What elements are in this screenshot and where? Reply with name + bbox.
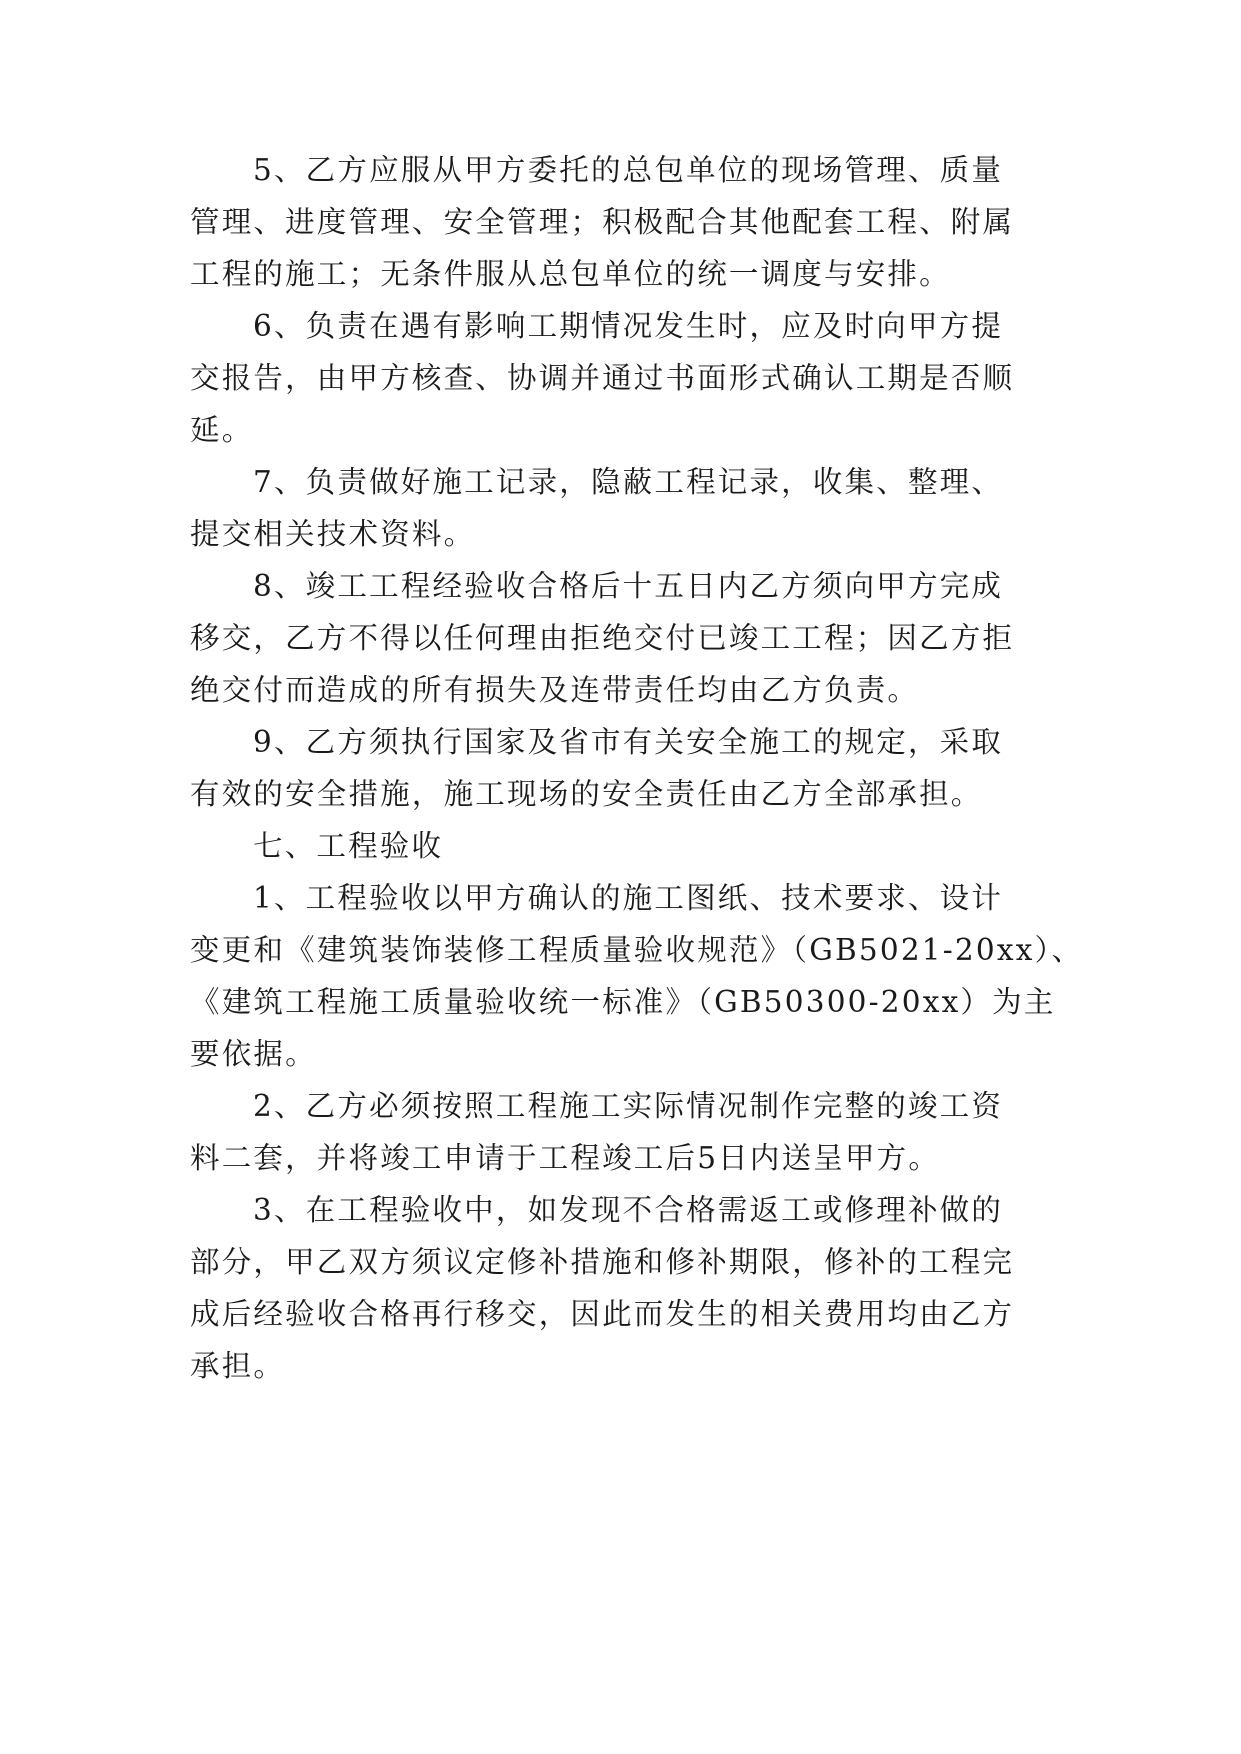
text-line: 料二套，并将竣工申请于工程竣工后5日内送呈甲方。 [190,1141,941,1175]
section-heading: 七、工程验收 [253,829,444,863]
text-line: 1、工程验收以甲方确认的施工图纸、技术要求、设计 [253,881,1004,915]
text-line: 成后经验收合格再行移交，因此而发生的相关费用均由乙方 [190,1297,1015,1331]
text-line: 工程的施工；无条件服从总包单位的统一调度与安排。 [190,257,951,291]
text-line: 要依据。 [190,1037,317,1071]
text-line: 8、竣工工程经验收合格后十五日内乙方须向甲方完成 [253,569,1004,603]
text-line: 延。 [190,413,254,447]
text-line: 提交相关技术资料。 [190,517,476,551]
text-line: 承担。 [190,1349,286,1383]
text-line: 6、负责在遇有影响工期情况发生时，应及时向甲方提 [253,309,1004,343]
text-line: 7、负责做好施工记录，隐蔽工程记录，收集、整理、 [253,465,1004,499]
text-line: 变更和《建筑装饰装修工程质量验收规范》（GB5021-20xx）、 [190,933,1084,967]
text-line: 9、乙方须执行国家及省市有关安全施工的规定，采取 [253,725,1004,759]
text-line: 绝交付而造成的所有损失及连带责任均由乙方负责。 [190,673,920,707]
text-line: 3、在工程验收中，如发现不合格需返工或修理补做的 [253,1193,1004,1227]
text-line: 2、乙方必须按照工程施工实际情况制作完整的竣工资 [253,1089,1004,1123]
text-line: 5、乙方应服从甲方委托的总包单位的现场管理、质量 [253,153,1004,187]
text-line: 移交，乙方不得以任何理由拒绝交付已竣工工程；因乙方拒 [190,621,1015,655]
text-line: 有效的安全措施，施工现场的安全责任由乙方全部承担。 [190,777,983,811]
text-line: 部分，甲乙双方须议定修补措施和修补期限，修补的工程完 [190,1245,1015,1279]
text-line: 《建筑工程施工质量验收统一标准》（GB50300-20xx）为主 [190,985,1056,1019]
text-line: 交报告，由甲方核查、协调并通过书面形式确认工期是否顺 [190,361,1015,395]
text-line: 管理、进度管理、安全管理；积极配合其他配套工程、附属 [190,205,1015,239]
